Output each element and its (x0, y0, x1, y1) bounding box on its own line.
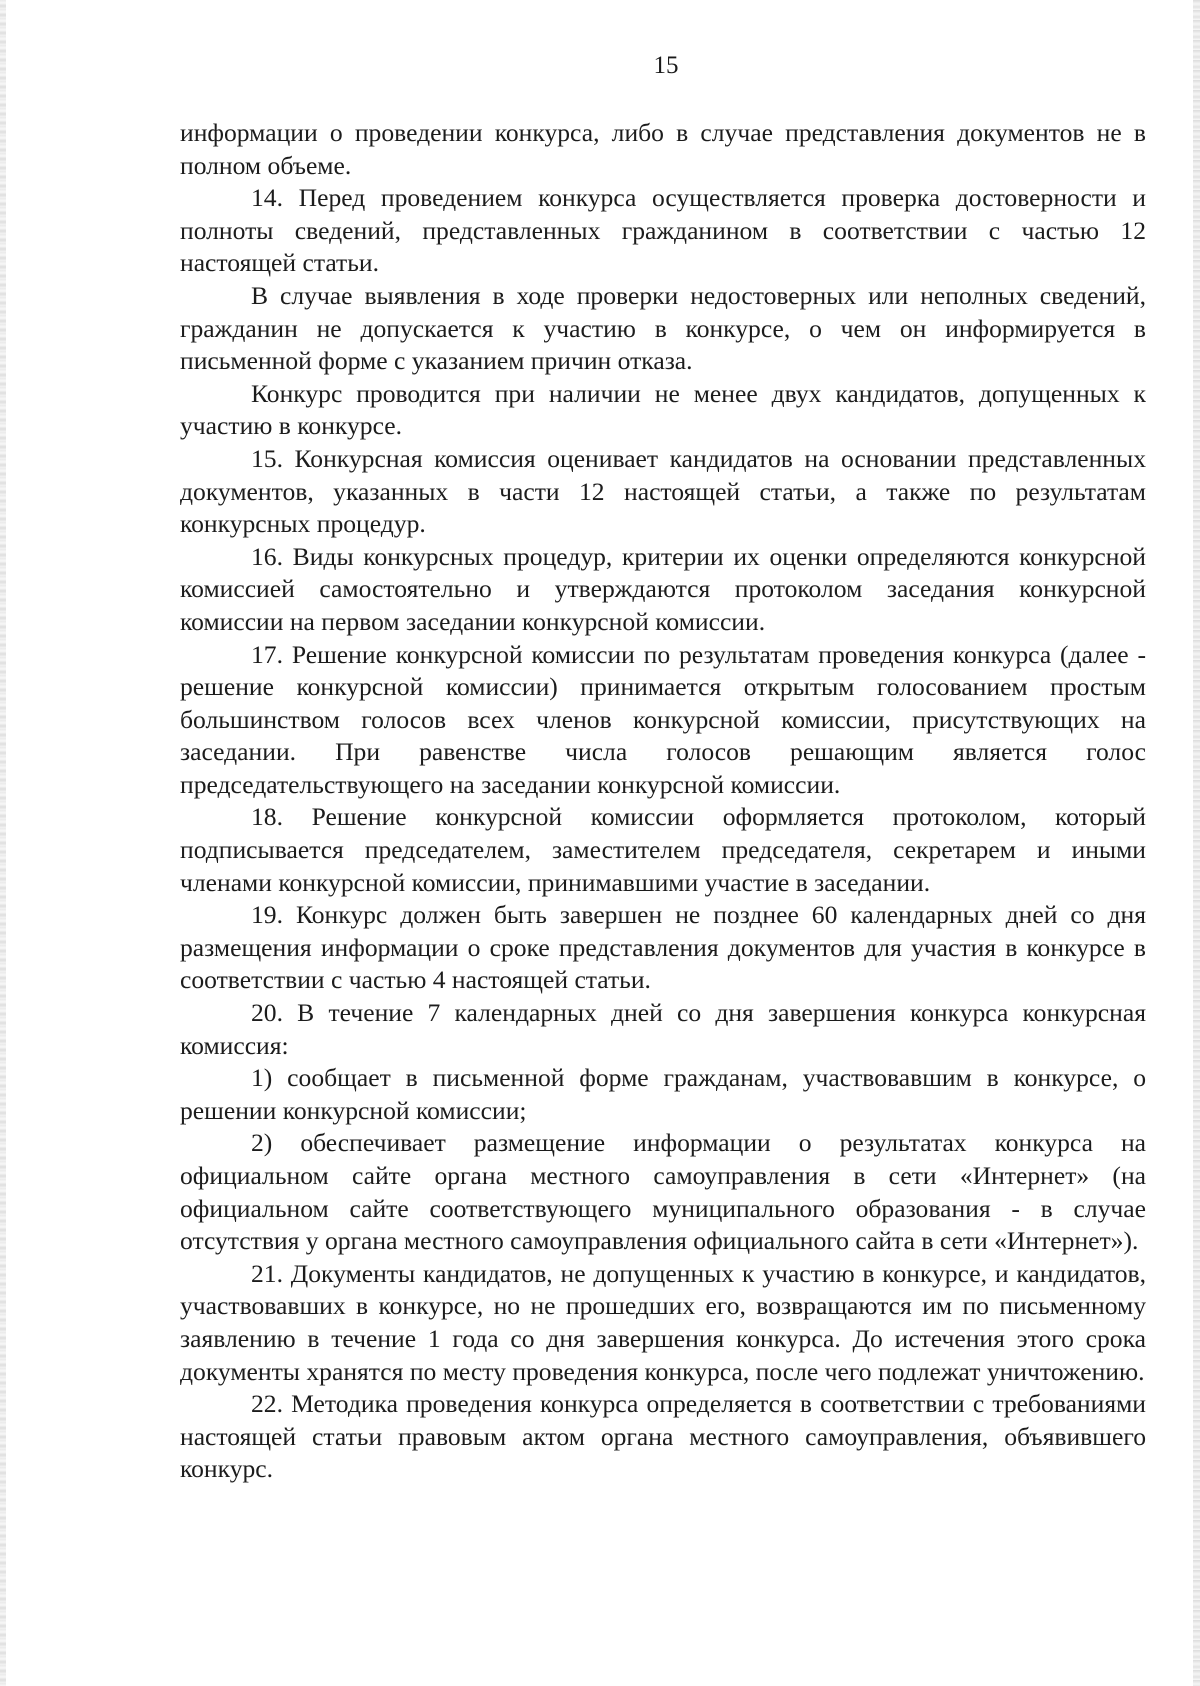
paragraph: Конкурс проводится при наличии не менее двух кандидатов, допущенных к участию в конкурсе. (180, 378, 1146, 441)
scan-edge-right (1193, 0, 1200, 1686)
document-body (180, 117, 1146, 1486)
paragraph: информации о проведении конкурса, либо в случае представления документов не в полном объеме. (180, 118, 1146, 180)
paragraph-19: 19. Конкурс должен быть завершен не позднее 60 календарных дней со дня размещения информации о сроке представления документов для участия в конкурсе в соответствии с частью 4 настоящей статьи. (180, 900, 1146, 995)
scan-edge-left (0, 0, 6, 1686)
paragraph-16: 16. Виды конкурсных процедур, критерии их оценки определяются конкурсной комиссией самостоятельно и утверждаются протоколом заседания конкурсной комиссии на первом заседании конкурсной комиссии. (180, 541, 1146, 636)
paragraph-21: 21. Документы кандидатов, не допущенных к участию в конкурсе, и кандидатов, участвовавших в конкурсе, но не прошедших его, возвращаются им по письменному заявлению в течение 1 года со дня завершения конкурса. До истечения этого срока документы хранятся по месту проведения конкурса, после чего подлежат уничтожению. (180, 1258, 1146, 1386)
list-item-1: 1) сообщает в письменной форме гражданам, участвовавшим в конкурсе, о решении конкурсной комиссии; (180, 1063, 1146, 1125)
paragraph-22: 22. Методика проведения конкурса определяется в соответствии с требованиями настоящей статьи правовым актом органа местного самоуправления, объявившего конкурс. (180, 1389, 1146, 1484)
page-number: 15 (653, 52, 679, 79)
paragraph-17: 17. Решение конкурсной комиссии по результатам проведения конкурса (далее - решение конкурсной комиссии) принимается открытым голосованием простым большинством голосов всех членов конкурсной комиссии, присутствующих на заседании. При равенстве числа голосов решающим является голос председательствующего на заседании конкурсной комиссии. (180, 639, 1146, 799)
paragraph-14: 14. Перед проведением конкурса осуществляется проверка достоверности и полноты сведений, представленных гражданином в соответствии с частью 12 настоящей статьи. (180, 183, 1146, 278)
list-item-2: 2) обеспечивает размещение информации о результатах конкурса на официальном сайте органа местного самоуправления в сети «Интернет» (на официальном сайте соответствующего муниципального образования - в случае отсутствия у органа местного самоуправления официального сайта в сети «Интернет»). (180, 1128, 1146, 1256)
paragraph: В случае выявления в ходе проверки недостоверных или неполных сведений, гражданин не допускается к участию в конкурсе, о чем он информируется в письменной форме с указанием причин отказа. (180, 280, 1146, 376)
paragraph-15: 15. Конкурсная комиссия оценивает кандидатов на основании представленных документов, указанных в части 12 настоящей статьи, а также по результатам конкурсных процедур. (180, 443, 1146, 539)
paragraph-20: 20. В течение 7 календарных дней со дня завершения конкурса конкурсная комиссия: (180, 998, 1146, 1060)
paragraph-18: 18. Решение конкурсной комиссии оформляется протоколом, который подписывается председателем, заместителем председателя, секретарем и иными членами конкурсной комиссии, принимавшими участие в заседании. (180, 802, 1146, 897)
